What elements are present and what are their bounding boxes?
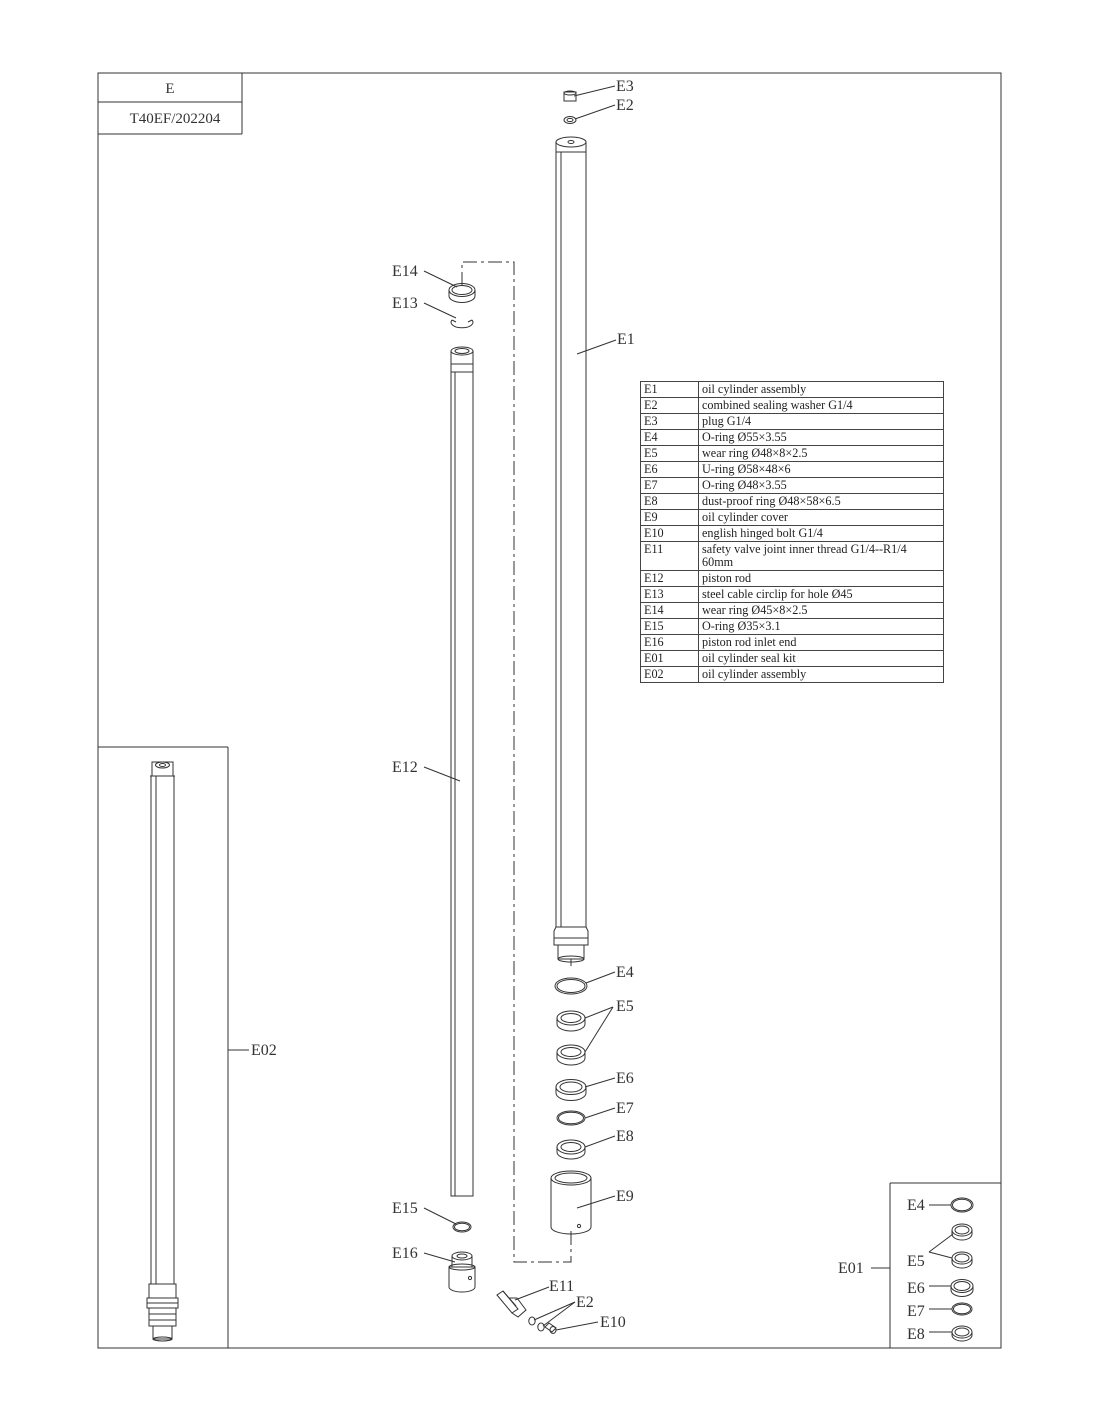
part-code: E16: [641, 635, 699, 651]
table-row: [641, 603, 944, 619]
part-code: E1: [641, 382, 699, 398]
callout-e4: E4: [616, 964, 634, 981]
callout-e7: E7: [616, 1100, 634, 1117]
part-description: steel cable circlip for hole Ø45: [699, 587, 944, 603]
part-description: O-ring Ø55×3.55: [699, 430, 944, 446]
callout-e6: E6: [616, 1070, 634, 1087]
e11-safety-valve-joint: [497, 1291, 526, 1317]
part-description: wear ring Ø45×8×2.5: [699, 603, 944, 619]
part-code: E10: [641, 526, 699, 542]
table-row: [641, 446, 944, 462]
callout-e16: E16: [392, 1245, 418, 1262]
callout-e2-bottom: E2: [576, 1294, 594, 1311]
e14-wear-ring: [449, 284, 475, 303]
table-row: [641, 587, 944, 603]
table-row: [641, 542, 944, 571]
part-code: E15: [641, 619, 699, 635]
part-code: E11: [641, 542, 699, 571]
e5-wear-ring-2: [557, 1045, 585, 1065]
drawing-border: [98, 73, 1001, 1348]
table-row: [641, 667, 944, 683]
kit-label-e5: E5: [907, 1253, 925, 1270]
kit-label-e6: E6: [907, 1280, 925, 1297]
table-row: [641, 619, 944, 635]
e02-cylinder-assembly: [147, 762, 178, 1341]
table-row: [641, 494, 944, 510]
part-code: E2: [641, 398, 699, 414]
table-row: [641, 635, 944, 651]
e6-u-ring: [556, 1080, 586, 1101]
part-code: E13: [641, 587, 699, 603]
table-row: [641, 510, 944, 526]
section-label: E: [165, 81, 175, 97]
e8-dust-proof-ring: [557, 1140, 585, 1159]
kit-label-e8: E8: [907, 1326, 925, 1343]
part-code: E9: [641, 510, 699, 526]
kit-label-e7: E7: [907, 1303, 925, 1320]
callout-e9: E9: [616, 1188, 634, 1205]
e2-washer-1: [529, 1317, 535, 1325]
table-row: [641, 430, 944, 446]
table-row: [641, 526, 944, 542]
part-code: E8: [641, 494, 699, 510]
e01-seal-kit: [951, 1198, 973, 1341]
part-code: E14: [641, 603, 699, 619]
part-description: oil cylinder assembly: [699, 382, 944, 398]
part-code: E01: [641, 651, 699, 667]
callout-e01: E01: [838, 1260, 864, 1277]
part-code: E7: [641, 478, 699, 494]
part-description: english hinged bolt G1/4: [699, 526, 944, 542]
callout-e5: E5: [616, 998, 634, 1015]
part-description: oil cylinder assembly: [699, 667, 944, 683]
part-code: E3: [641, 414, 699, 430]
part-description: combined sealing washer G1/4: [699, 398, 944, 414]
callout-e13: E13: [392, 295, 418, 312]
table-row: [641, 571, 944, 587]
e7-o-ring: [557, 1111, 585, 1125]
e2-washer-2: [538, 1323, 544, 1331]
e2-washer-top: [564, 117, 576, 124]
part-description: piston rod: [699, 571, 944, 587]
callout-e12: E12: [392, 759, 418, 776]
part-description: U-ring Ø58×48×6: [699, 462, 944, 478]
assembly-path-line: [462, 262, 571, 1262]
table-row: [641, 382, 944, 398]
e10-hinged-bolt: [545, 1323, 556, 1334]
drawing-number: T40EF/202204: [129, 111, 221, 127]
table-row: [641, 651, 944, 667]
table-row: [641, 478, 944, 494]
e4-o-ring: [555, 978, 587, 994]
e16-inlet-end: [449, 1252, 475, 1292]
callout-e02: E02: [251, 1042, 277, 1059]
callout-e8: E8: [616, 1128, 634, 1145]
part-description: safety valve joint inner thread G1/4--R1/4 60mm: [699, 542, 944, 571]
part-description: O-ring Ø48×3.55: [699, 478, 944, 494]
table-row: [641, 414, 944, 430]
part-description: oil cylinder cover: [699, 510, 944, 526]
part-code: E5: [641, 446, 699, 462]
e9-cylinder-cover: [551, 1171, 591, 1234]
part-code: E12: [641, 571, 699, 587]
part-code: E4: [641, 430, 699, 446]
callout-e3: E3: [616, 78, 634, 95]
callout-e14: E14: [392, 263, 418, 280]
part-description: piston rod inlet end: [699, 635, 944, 651]
table-row: [641, 398, 944, 414]
leader-lines: [228, 86, 953, 1332]
table-row: [641, 462, 944, 478]
e12-piston-rod: [451, 347, 473, 1196]
callout-e10: E10: [600, 1314, 626, 1331]
parts-list-table: [640, 381, 944, 683]
part-code: E02: [641, 667, 699, 683]
callout-e2-top: E2: [616, 97, 634, 114]
callout-e15: E15: [392, 1200, 418, 1217]
part-description: dust-proof ring Ø48×58×6.5: [699, 494, 944, 510]
e13-circlip: [451, 320, 473, 328]
e02-inset-frame: [98, 747, 228, 1348]
kit-label-e4: E4: [907, 1197, 925, 1214]
part-description: plug G1/4: [699, 414, 944, 430]
e1-oil-cylinder: [554, 137, 588, 966]
part-code: E6: [641, 462, 699, 478]
parts-list-body: [641, 382, 944, 683]
part-description: wear ring Ø48×8×2.5: [699, 446, 944, 462]
part-description: O-ring Ø35×3.1: [699, 619, 944, 635]
part-description: oil cylinder seal kit: [699, 651, 944, 667]
callout-e1: E1: [617, 331, 635, 348]
e5-wear-ring-1: [557, 1011, 585, 1031]
callout-e11: E11: [549, 1278, 575, 1295]
